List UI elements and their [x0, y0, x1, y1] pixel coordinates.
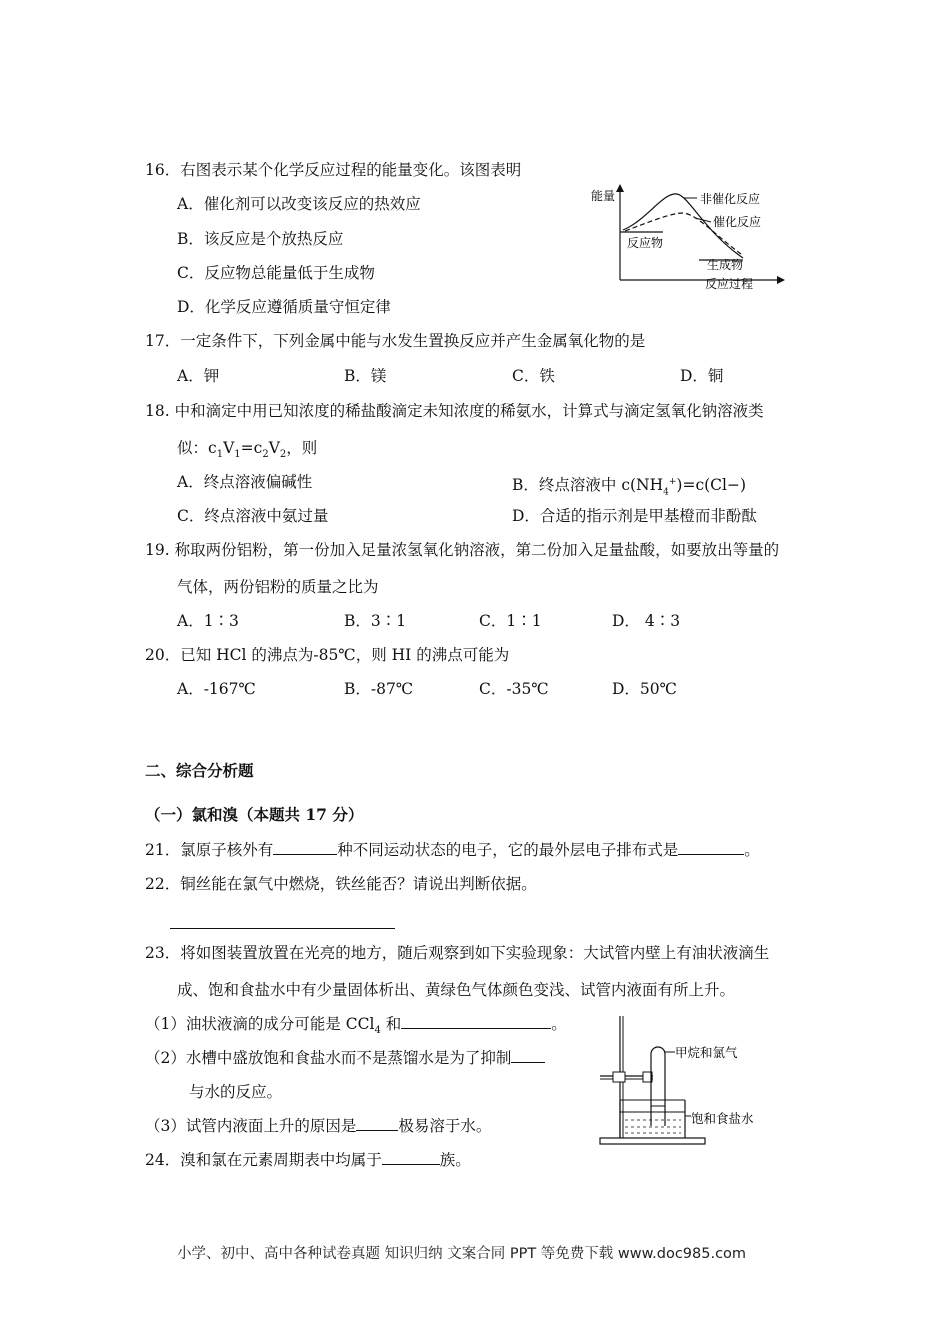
q17-stem: 17．一定条件下，下列金属中能与水发生置换反应并产生金属氧化物的是 [145, 332, 646, 350]
reactants-label: 反应物 [627, 236, 664, 250]
products-label: 生成物 [707, 258, 744, 272]
q19-option-d: D． 4∶3 [612, 612, 681, 630]
q23-sub2-line1: （2）水槽中盛放饱和食盐水而不是蒸馏水是为了抑制 [145, 1048, 545, 1068]
q16-option-d: D．化学反应遵循质量守恒定律 [177, 298, 391, 316]
q18-option-a: A．终点溶液偏碱性 [177, 473, 313, 491]
energy-x-arrow [777, 276, 785, 284]
liquid-label: 饱和食盐水 [691, 1111, 754, 1126]
stand-base [600, 1138, 705, 1144]
q17-option-a: A．钾 [177, 367, 220, 385]
q16-stem: 16．右图表示某个化学反应过程的能量变化。该图表明 [145, 161, 522, 179]
q17-option-b: B．镁 [344, 367, 387, 385]
q18-stem-line1: 18. 中和滴定中用已知浓度的稀盐酸滴定未知浓度的稀氨水，计算式与滴定氢氧化钠溶液类 [145, 402, 764, 420]
catalyzed-label: 催化反应 [713, 215, 762, 229]
energy-x-label: 反应过程 [705, 277, 754, 291]
q20-option-d: D．50℃ [612, 680, 677, 698]
q21: 21．氯原子核外有 种不同运动状态的电子，它的最外层电子排布式是 。 [145, 841, 760, 859]
q20-stem: 20．已知 HCl 的沸点为-85℃，则 HI 的沸点可能为 [145, 646, 510, 664]
q22-answer-line[interactable] [170, 928, 395, 929]
uncatalyzed-label: 非催化反应 [700, 192, 761, 206]
q23-sub2-line2: 与水的反应。 [189, 1083, 283, 1101]
q23-sub2-blank[interactable] [511, 1048, 545, 1063]
q20-option-c: C．-35℃ [479, 680, 549, 698]
test-tube [651, 1047, 665, 1126]
energy-y-arrow [616, 184, 624, 192]
q16-option-c: C．反应物总能量低于生成物 [177, 264, 375, 282]
q19-option-c: C．1∶1 [479, 612, 542, 630]
q20-option-b: B．-87℃ [344, 680, 414, 698]
q21-blank-1[interactable] [273, 840, 337, 855]
q22-stem: 22．铜丝能在氯气中燃烧，铁丝能否？请说出判断依据。 [145, 875, 537, 893]
q23-sub1: （1）油状液滴的成分可能是 CCl$_4$ 和 。 [145, 1015, 567, 1037]
q19-stem-line2: 气体，两份铝粉的质量之比为 [177, 578, 379, 596]
catalyzed-pointer [695, 218, 711, 222]
part-title: （一）氯和溴（本题共 17 分） [145, 805, 364, 824]
q18-option-b: B．终点溶液中 $c(NH_4^+)=c(Cl-)$ [512, 476, 747, 498]
q16-option-b: B．该反应是个放热反应 [177, 230, 344, 248]
q24-blank[interactable] [382, 1150, 440, 1165]
q21-blank-2[interactable] [678, 840, 744, 855]
q16-option-a: A．催化剂可以改变该反应的热效应 [177, 195, 421, 213]
q23-sub1-blank[interactable] [401, 1014, 551, 1029]
q19-stem-line1: 19. 称取两份铝粉，第一份加入足量浓氢氧化钠溶液，第二份加入足量盐酸，如要放出等量的 [145, 541, 780, 559]
gas-label: 甲烷和氯气 [675, 1045, 738, 1060]
q19-option-b: B．3∶1 [344, 612, 407, 630]
q23-sub3: （3）试管内液面上升的原因是 极易溶于水。 [145, 1117, 492, 1135]
energy-diagram [585, 180, 790, 292]
q23-sub3-blank[interactable] [356, 1116, 398, 1131]
clamp-knob [613, 1072, 625, 1082]
section-title: 二、综合分析题 [145, 761, 254, 780]
q18-stem-line2: 似：$c_1V_1=c_2V_2$，则 [177, 439, 318, 461]
q17-option-d: D．铜 [680, 367, 724, 385]
q18-option-d: D．合适的指示剂是甲基橙而非酚酞 [512, 507, 757, 525]
q23-stem-line1: 23．将如图装置放置在光亮的地方，随后观察到如下实验现象：大试管内壁上有油状液滴生 [145, 944, 770, 962]
page-footer: 小学、初中、高中各种试卷真题 知识归纳 文案合同 PPT 等免费下载 www.doc985.com [177, 1246, 747, 1262]
q17-option-c: C．铁 [512, 367, 555, 385]
q20-option-a: A．-167℃ [177, 680, 256, 698]
q19-option-a: A．1∶3 [177, 612, 239, 630]
q23-stem-line2: 成、饱和食盐水中有少量固体析出、黄绿色气体颜色变浅、试管内液面有所上升。 [177, 981, 736, 999]
energy-y-label: 能量 [591, 189, 616, 203]
q24: 24．溴和氯在元素周期表中均属于 族。 [145, 1151, 471, 1169]
apparatus-figure [595, 1012, 770, 1152]
q18-option-c: C．终点溶液中氨过量 [177, 507, 329, 525]
